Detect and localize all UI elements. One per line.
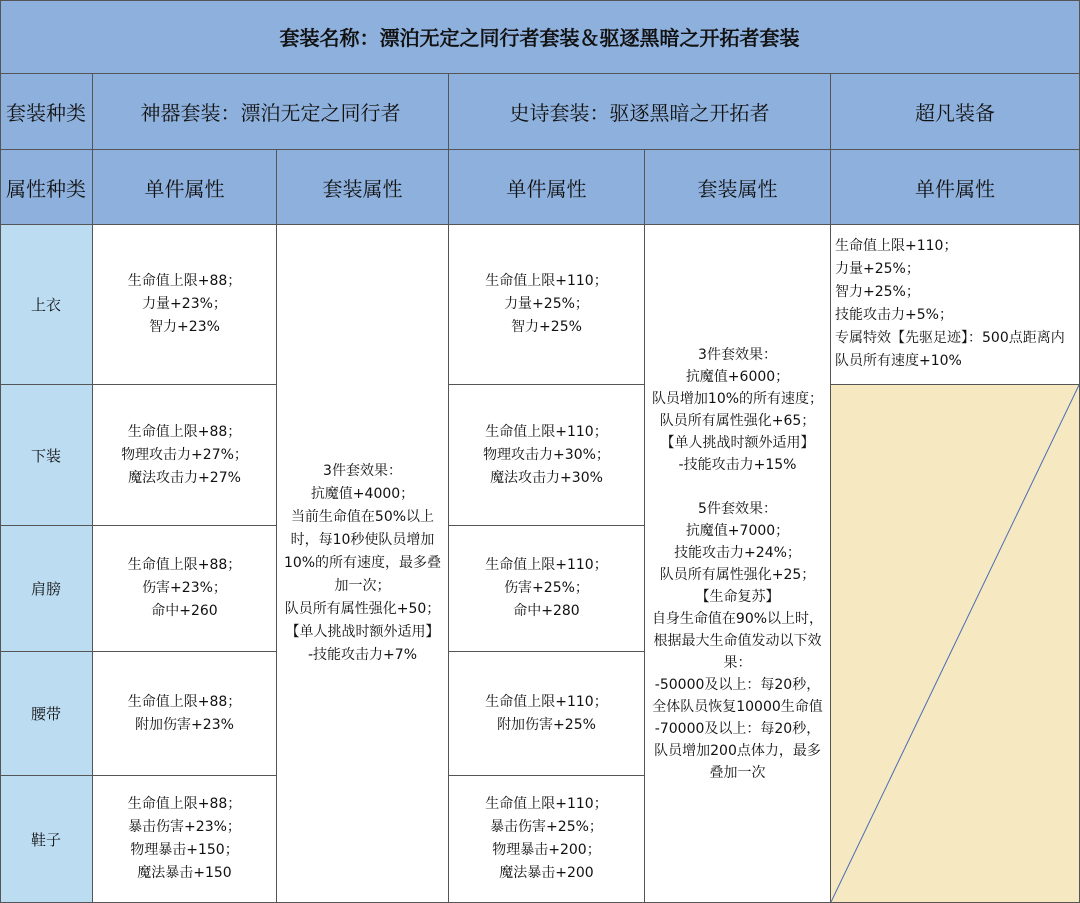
- artifact-single-cell: [93, 225, 277, 385]
- epic-set-name: 史诗套装：驱逐黑暗之开拓者: [509, 101, 770, 125]
- epic-single-text: 生命值上限+110； 伤害+25%； 命中+280: [485, 557, 608, 619]
- artifact-single-cell: [93, 652, 277, 776]
- artifact-set-header-cell: [277, 150, 449, 225]
- epic-single-text: 生命值上限+110； 力量+25%； 智力+25%: [485, 273, 608, 335]
- beyond-empty-cell: [831, 385, 1080, 903]
- artifact-single-text: 生命值上限+88； 物理攻击力+27%； 魔法攻击力+27%: [121, 423, 248, 486]
- artifact-set-header: 套装属性: [322, 176, 403, 201]
- epic-single-cell: [449, 776, 645, 903]
- slot-cell-top: [0, 225, 93, 385]
- slot-cell-belt: [0, 652, 93, 776]
- epic-set-effect-cell: [645, 225, 831, 903]
- attr-type-label-cell: [0, 150, 93, 225]
- diagonal-line: [831, 385, 1079, 902]
- beyond-single-text: 生命值上限+110； 力量+25%； 智力+25%； 技能攻击力+5%； 专属特效【先驱足迹】：500点距离内队员所有速度+10%: [835, 238, 1065, 369]
- artifact-single-text: 生命值上限+88； 伤害+23%； 命中+260: [127, 557, 242, 619]
- epic-single-cell: [449, 652, 645, 776]
- beyond-gear-name: 超凡装备: [915, 101, 995, 125]
- set-type-label-cell: [0, 74, 93, 150]
- slot-label: 下装: [30, 446, 61, 465]
- slot-label: 腰带: [30, 705, 61, 723]
- artifact-single-text: 生命值上限+88； 力量+23%； 智力+23%: [127, 273, 242, 335]
- slot-cell-bottom: [0, 385, 93, 526]
- epic-single-text: 生命值上限+110； 暴击伤害+25%； 物理暴击+200； 魔法暴击+200: [485, 796, 608, 881]
- artifact-set-name-cell: [93, 74, 449, 150]
- epic-single-text: 生命值上限+110； 物理攻击力+30%； 魔法攻击力+30%: [483, 423, 610, 486]
- attr-type-label: 属性种类: [6, 176, 86, 201]
- beyond-single-cell: [831, 225, 1080, 385]
- artifact-set-effect-text: 3件套效果： 抗魔值+4000； 当前生命值在50%以上时，每10秒使队员增加10%的所有速度，最多叠加一次； 队员所有属性强化+50； 【单人挑战时额外适用】 -技能攻击力+7%: [283, 463, 442, 663]
- artifact-single-cell: [93, 526, 277, 652]
- artifact-single-header: 单件属性: [144, 176, 225, 201]
- epic-set-effect-text: 3件套效果： 抗魔值+6000； 队员增加10%的所有速度； 队员所有属性强化+65； 【单人挑战时额外适用】 -技能攻击力+15% 5件套效果： 抗魔值+7000； 技能攻击力+24%； 队员所有属性强化+25； 【生命复苏】 自身生命值在90%以上时，根据最大生命值发动以下效果： -50000及以上：每20秒，全体队员恢复10000生命值 -70000及以上：每20秒，队员增加200点体力，最多叠加一次: [651, 346, 824, 781]
- beyond-single-header: 单件属性: [915, 176, 995, 201]
- beyond-single-header-cell: [831, 150, 1080, 225]
- set-type-label: 套装种类: [6, 101, 86, 125]
- epic-single-header-cell: [449, 150, 645, 225]
- artifact-set-effect-cell: [277, 225, 449, 903]
- slot-cell-shoulder: [0, 526, 93, 652]
- beyond-gear-name-cell: [831, 74, 1080, 150]
- table-title: 套装名称：漂泊无定之同行者套装＆驱逐黑暗之开拓者套装: [279, 26, 800, 50]
- epic-single-cell: [449, 225, 645, 385]
- slot-label: 鞋子: [30, 830, 61, 849]
- slot-label: 上衣: [30, 296, 61, 314]
- epic-set-header: 套装属性: [697, 176, 778, 201]
- artifact-single-cell: [93, 385, 277, 526]
- slot-cell-shoes: [0, 776, 93, 903]
- artifact-single-cell: [93, 776, 277, 903]
- artifact-single-text: 生命值上限+88； 暴击伤害+23%； 物理暴击+150； 魔法暴击+150: [127, 796, 242, 881]
- epic-set-header-cell: [645, 150, 831, 225]
- epic-single-header: 单件属性: [506, 176, 587, 201]
- artifact-single-text: 生命值上限+88； 附加伤害+23%: [127, 693, 242, 733]
- artifact-single-header-cell: [93, 150, 277, 225]
- epic-single-cell: [449, 526, 645, 652]
- epic-single-text: 生命值上限+110； 附加伤害+25%: [485, 693, 608, 733]
- epic-set-name-cell: [449, 74, 831, 150]
- artifact-set-name: 神器套装：漂泊无定之同行者: [140, 101, 401, 125]
- table-title-cell: [0, 0, 1080, 74]
- epic-single-cell: [449, 385, 645, 526]
- slot-label: 肩膀: [30, 580, 61, 598]
